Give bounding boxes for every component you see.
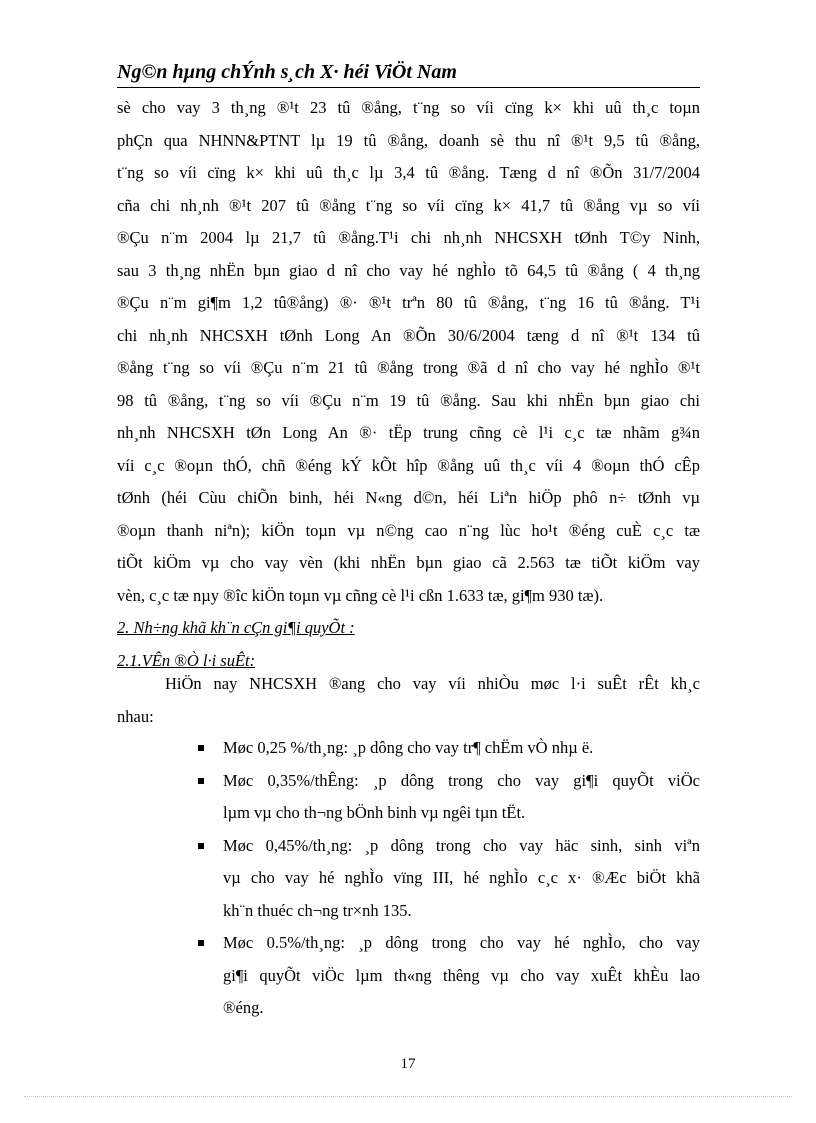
bullet-square-icon <box>198 778 204 784</box>
bullet-line: gi¶i quyÕt viÖc lµm th«ng thêng vµ cho vay xuÊt khÈu lao <box>223 965 700 985</box>
bullet-line: kh¨n thuéc ch¬ng tr×nh 135. <box>223 900 412 920</box>
body-line: víi c¸c ®oµn thÓ, chñ ®éng kÝ kÕt hîp ®ång uû th¸c víi 4 ®oµn thÓ cÊp <box>117 455 700 475</box>
body-line: 98 tû ®ång, t¨ng so víi ®Çu n¨m 19 tû ®ång. Sau khi nhËn bµn giao chi <box>117 390 700 410</box>
intro-line: HiÖn nay NHCSXH ®ang cho vay víi nhiÒu møc l·i suÊt rÊt kh¸c <box>165 674 700 693</box>
bullet-square-icon <box>198 745 204 751</box>
list-item <box>198 732 700 765</box>
intro-line: nhau: <box>117 706 154 726</box>
body-line: vèn, c¸c tæ nµy ®îc kiÖn toµn vµ cñng cè l¹i cßn 1.633 tæ, gi¶m 930 tæ). <box>117 585 604 605</box>
list-item <box>198 927 700 1025</box>
rate-bullet-list <box>198 732 700 1025</box>
bullet-line: vµ cho vay hé nghÌo vïng III, hé nghÌo c¸c x· ®Æc biÖt khã <box>223 868 700 887</box>
bullet-line: Møc 0,45%/th¸ng: ¸p dông trong cho vay häc sinh, sinh viªn <box>223 835 700 855</box>
list-item <box>198 765 700 830</box>
list-item <box>198 830 700 928</box>
page-number: 17 <box>400 1056 416 1072</box>
bullet-square-icon <box>198 940 204 946</box>
subsection-heading: 2.1.VÊn ®Ò l·i suÊt: <box>117 650 256 670</box>
bullet-line: Møc 0,35%/thÊng: ¸p dông trong cho vay gi¶i quyÕt viÖc <box>223 770 700 790</box>
bullet-line: Møc 0,25 %/th¸ng: ¸p dông cho vay tr¶ chËm vÒ nhµ ë. <box>223 738 594 757</box>
intro-paragraph <box>117 668 700 733</box>
body-line: tiÕt kiÖm vµ cho vay vèn (khi nhËn bµn giao cã 2.563 tæ tiÕt kiÖm vay <box>117 553 700 572</box>
body-text <box>117 92 700 677</box>
body-line: ®oµn thanh niªn); kiÖn toµn vµ n©ng cao n¨ng lùc ho¹t ®éng cuÈ c¸c tæ <box>117 520 700 540</box>
body-line: ®Çu n¨m gi¶m 1,2 tû®ång) ®· ®¹t trªn 80 tû ®ång, t¨ng 16 tû ®ång. T¹i <box>117 293 700 312</box>
body-line: cña chi nh¸nh ®¹t 207 tû ®ång t¨ng so víi cïng k× 41,7 tû ®ång vµ so víi <box>117 195 700 215</box>
body-line: phÇn qua NHNN&PTNT lµ 19 tû ®ång, doanh sè thu nî ®¹t 9,5 tû ®ång, <box>117 130 700 150</box>
body-line: chi nh¸nh NHCSXH tØnh Long An ®Õn 30/6/2004 tæng d nî ®¹t 134 tû <box>117 325 700 345</box>
bullet-line: ®éng. <box>223 998 264 1017</box>
body-line: t¨ng so víi cïng k× khi uû th¸c lµ 3,4 tû ®ång. Tæng d nî ®Õn 31/7/2004 <box>117 163 700 182</box>
bullet-line: lµm vµ cho th¬ng bÖnh binh vµ ngêi tµn tËt. <box>223 803 526 822</box>
bullet-line: Møc 0.5%/th¸ng: ¸p dông trong cho vay hé nghÌo, cho vay <box>223 933 700 952</box>
body-line: tØnh (héi Cùu chiÕn binh, héi N«ng d©n, héi Liªn hiÖp phô n÷ tØnh vµ <box>117 488 700 507</box>
bullet-square-icon <box>198 843 204 849</box>
body-line: ®ång t¨ng so víi ®Çu n¨m 21 tû ®ång trong ®ã d nî cho vay hé nghÌo ®¹t <box>117 358 700 377</box>
body-line: nh¸nh NHCSXH tØn Long An ®· tËp trung cñng cè l¹i c¸c tæ nhãm g¾n <box>117 423 700 442</box>
body-line: sè cho vay 3 th¸ng ®¹t 23 tû ®ång, t¨ng so víi cïng k× khi uû th¸c toµn <box>117 98 700 117</box>
section-heading: 2. Nh÷ng khã kh¨n cÇn gi¶i quyÕt : <box>117 618 355 637</box>
body-line: sau 3 th¸ng nhËn bµn giao d nî cho vay hé nghÌo tõ 64,5 tû ®ång ( 4 th¸ng <box>117 260 700 280</box>
body-line: ®Çu n¨m 2004 lµ 21,7 tû ®ång.T¹i chi nh¸nh NHCSXH tØnh T©y Ninh, <box>117 228 700 247</box>
page-header-title: Ng©n hµng chÝnh s¸ch X· héi ViÖt Nam <box>117 58 700 88</box>
page-footer-divider <box>24 1096 792 1097</box>
